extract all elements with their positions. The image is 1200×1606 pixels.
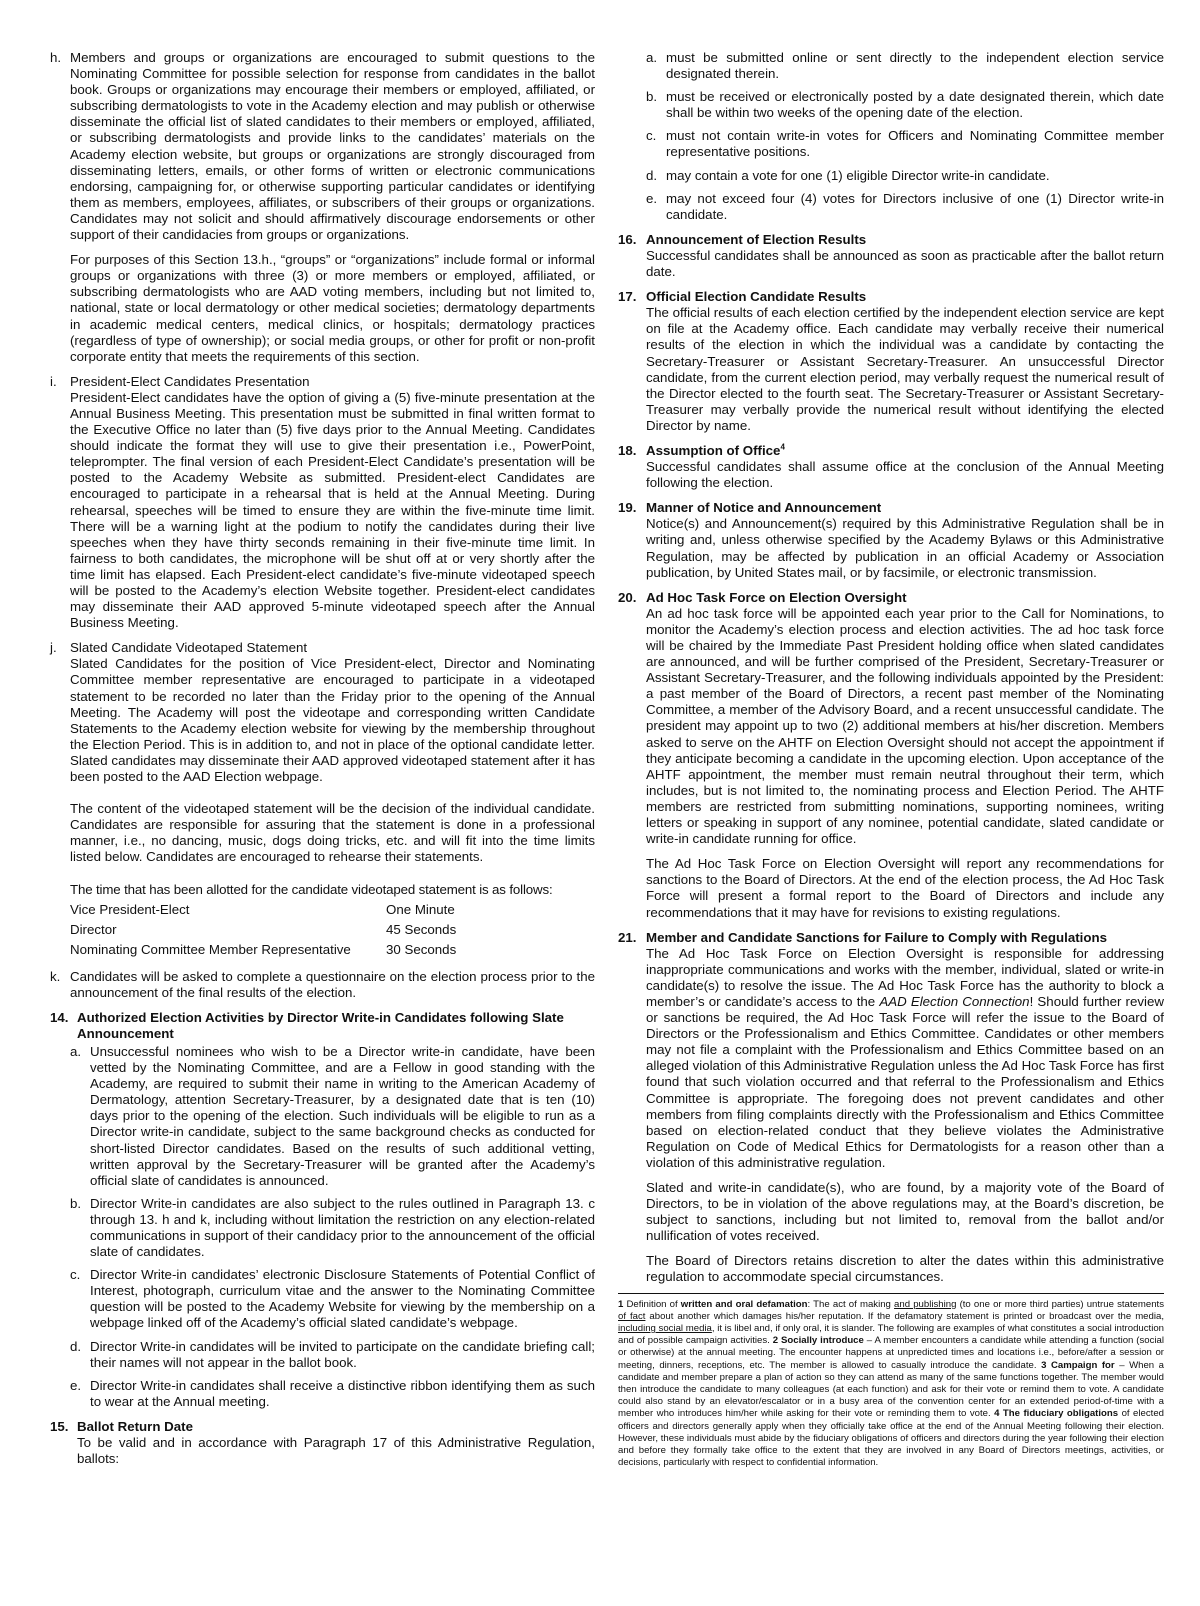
section-16 (618, 232, 1164, 280)
list-item-text: Director Write-in candidates’ electronic Disclosure Statements of Potential Conflict of Interest, photograph, curriculum vitae and the answer to the Nominating Committee question will be posted to the Academy Website for viewing by the membership on a webpage linked off of the Academy’s official slated candidate’s webpage. (90, 1267, 595, 1331)
list-item (70, 1196, 595, 1260)
list-item (70, 1044, 595, 1189)
item-13h-text: Members and groups or organizations are encouraged to submit questions to the Nominating Committee for possible selection for response from candidates in the ballot book. Groups or organizations may encourage their members or employed, affiliated, or subscribing dermatologists to vote in the Academy election and may publish or otherwise disseminate the official list of slated candidates to their members or employed, affiliated, or subscribing dermatologists and provide links to the candidates’ materials on the Academy election website, but groups or organizations are strongly discouraged from disseminating letters, emails, or other forms of written or electronic communications endorsing, campaigning for, or otherwise supporting particular candidates or identifying them as members, employees, affiliates, or subscribers of their groups or organizations. Candidates may not solicit and should affirmatively discourage endorsements or other support of their candidacies from groups or organizations. (70, 50, 595, 243)
item-marker: d. (70, 1338, 82, 1354)
item-marker: e. (646, 190, 658, 206)
section-21-text-b: ! Should further review or sanctions be required, the Ad Hoc Task Force will refer the issue to the Board of Directors or the Professionalism and Ethics Committee. Candidates or other members may not file a complaint with the Professionalism and Ethics Committee based on an alleged violation of this Administrative Regulation unless the Ad Hoc Task Force has first found that such violation occurred and that referral to the Professionalism and Ethics Committee is appropriate. The foregoing does not prevent candidates and other members from filing complaints directly with the Professionalism and Ethics Committee based on election-related conduct that they believe violates the Administrative Regulation on Code of Medical Ethics for Dermatologists for a reason other than a violation of this administrative regulation. (646, 993, 1164, 1170)
list-item (70, 1339, 595, 1371)
footnote-number: 1 (618, 1298, 624, 1310)
time-allotment-table (70, 900, 595, 960)
item-marker: a. (646, 50, 658, 65)
section-17-title: Official Election Candidate Results (646, 289, 867, 305)
footnote-text: Definition of (623, 1298, 681, 1310)
list-item (646, 50, 1164, 82)
footnote-divider (618, 1293, 1164, 1294)
footnote-text: : The act of making (807, 1298, 895, 1310)
section-number: 16. (618, 231, 637, 247)
list-item-text: Unsuccessful nominees who wish to be a Director write-in candidate, have been vetted by the Nominating Committee, and are a Fellow in good standing with the Academy, are required to submit their name in writing to the American Academy of Dermatology, attention Secretary-Treasurer, by a designated date that is ten (10) days prior to the opening of the election. Such individuals will be eligible to run as a Director write-in candidate, subject to the same background checks as conducted for short-listed Director candidates. Based on the results of such additional vetting, written approval by the Secretary-Treasurer will be granted after the Academy’s official slate of candidates is announced. (90, 1043, 595, 1188)
section-19-title: Manner of Notice and Announcement (646, 500, 882, 516)
item-marker: h. (50, 50, 62, 65)
section-number: 17. (618, 289, 637, 305)
section-21-sanctions: Slated and write-in candidate(s), who are found, by a majority vote of the Board of Directors, to be in violation of the above regulations may, at the Board’s discretion, be subject to sanctions, including but not limited to, removal from the ballot and/or nullification of votes received. (646, 1180, 1164, 1244)
section-17-text: The official results of each election certified by the independent election service are kept on file at the Academy office. Each candidate may verbally receive their numerical results of the election in which the individual was a candidate by contacting the Secretary-Treasurer or Assistant Secretary-Treasurer. An unsuccessful Director candidate, from the current election period, may verbally request the numerical result of the Director elected to the fourth seat. The Secretary-Treasurer or Assistant Secretary-Treasurer may verbally provide the numerical result without identifying the elected Director by name. (646, 305, 1164, 433)
item-13h (50, 50, 595, 365)
item-marker: c. (70, 1267, 81, 1283)
list-item-text: Director Write-in candidates will be invited to participate on the candidate briefing call; their names will not appear in the ballot book. (90, 1338, 595, 1370)
time-value: 30 Seconds (386, 941, 457, 957)
list-item (646, 168, 1164, 184)
item-13i-title: President-Elect Candidates Presentation (70, 373, 310, 389)
section-21-text (646, 946, 1164, 1171)
section-number: 18. (618, 442, 637, 458)
time-role: Nominating Committee Member Representative (70, 941, 351, 957)
list-item (646, 128, 1164, 160)
section-15 (50, 1419, 595, 1467)
item-13j-text: Slated Candidates for the position of Vice President-elect, Director and Nominating Committee member representative are encouraged to participate in a videotaped statement to be recorded no later than the Friday prior to the opening of the Annual Meeting. The Academy will post the videotape and corresponding written Candidate Statements to the Academy election website for viewing by the membership throughout the Election Period. This is in addition to, and not in place of the optional candidate letter. Slated candidates may disseminate their AAD approved videotaped statement after it has been posted to the AAD Election webpage. (70, 656, 595, 785)
item-marker: a. (70, 1043, 82, 1059)
item-marker: b. (646, 89, 658, 105)
footnote-ref: 4 (780, 442, 785, 452)
footnote-number: 4 (994, 1408, 1000, 1420)
section-18-title (646, 443, 1164, 459)
section-14-title: Authorized Election Activities by Director Write-in Candidates following Slate Announcement (77, 1009, 564, 1041)
item-13j-content: The content of the videotaped statement will be the decision of the individual candidate. Candidates are responsible for assuring that the statement is done in a professional manner, i.e., no dancing, music, dogs doing tricks, etc. and will fit into the time limits listed below. Candidates are encouraged to rehearse their statements. (70, 801, 595, 865)
ballot-requirements-list (646, 50, 1164, 223)
list-item (646, 191, 1164, 223)
footnote-text: (to one or more third parties) untrue statements (956, 1298, 1164, 1310)
footnote-term: written and oral defamation (680, 1298, 808, 1310)
footnote-text: – When a candidate and member prepare a plan of action so they can attend as many of the same functions together. The member would then introduce the candidate to many colleagues (at each function) and ask for their vote or remind them to vote. A candidate could also stand by an elevator/escalator or in a busy area of the convention center for an extended period-of-time with a member who introduces him/her while asking for their vote or reminding them to vote. (618, 1359, 1165, 1420)
section-number: 19. (618, 500, 637, 516)
footnote-term: Socially introduce (778, 1335, 864, 1347)
item-13k-text: Candidates will be asked to complete a questionnaire on the election process prior to the announcement of the final results of the election. (70, 968, 595, 1000)
time-row (70, 920, 595, 940)
list-item-text: must not contain write-in votes for Officers and Nominating Committee member representative positions. (666, 128, 1164, 160)
section-18-text: Successful candidates shall assume office at the conclusion of the Annual Meeting following the election. (646, 459, 1164, 491)
section-number: 21. (618, 929, 637, 945)
footnote-text: , it is libel and, if only oral, it is slander. The following are examples of what constitutes a social introduction and of possible campaign activities. (618, 1322, 1164, 1347)
footnote-underline: including social media (618, 1322, 712, 1334)
section-number: 14. (50, 1009, 69, 1025)
section-15-text: To be valid and in accordance with Paragraph 17 of this Administrative Regulation, ballots: (77, 1435, 595, 1467)
footnotes (618, 1299, 1164, 1470)
time-role: Director (70, 921, 117, 937)
section-17 (618, 289, 1164, 434)
footnote-number: 2 (772, 1335, 779, 1347)
left-column (50, 50, 595, 1476)
item-marker: j. (50, 640, 57, 656)
section-16-title: Announcement of Election Results (646, 231, 867, 247)
item-13j (50, 640, 595, 959)
section-21-text-a: The Ad Hoc Task Force on Election Oversight is responsible for addressing inappropriate communications and works with the member, individual, slated or write-in candidate(s) to resolve the issue. The Ad Hoc Task Force has the authority to block a member’s or candidate’s access to the (646, 945, 1164, 1009)
section-number: 20. (618, 589, 637, 605)
section-20-report: The Ad Hoc Task Force on Election Oversight will report any recommendations for sanctions to the Board of Directors. At the end of the election process, the Ad Hoc Task Force will present a formal report to the Board of Directors and include any recommendations that it may have for revisions to existing regulations. (646, 856, 1164, 920)
footnote-term: The fiduciary obligations (999, 1408, 1119, 1420)
aad-election-connection: AAD Election Connection (879, 993, 1030, 1009)
time-value: One Minute (386, 901, 455, 917)
footnote-number: 3 (1041, 1359, 1047, 1371)
list-item (646, 89, 1164, 121)
section-21 (618, 930, 1164, 1286)
footnote-text: of elected officers and directors generally apply when they officially take office at the end of the Annual Meeting following their election. However, these individuals must abide by the fiduciary obligations of officers and directors during the year following their election and before they formally take office to the extent that they are involved in any Board of Directors meetings, activities, or decisions, particularly with respect to confidential information. (618, 1408, 1164, 1469)
list-item-text: Director Write-in candidates are also subject to the rules outlined in Paragraph 13. c through 13. h and k, including without limitation the restriction on any election-related communications in support of their candidacy prior to the announcement of the official slate of candidates. (90, 1195, 595, 1260)
section-19 (618, 500, 1164, 580)
footnote-underline: and publishing (894, 1298, 957, 1310)
item-marker: b. (70, 1195, 82, 1211)
item-marker: d. (646, 167, 658, 183)
list-item (70, 1267, 595, 1331)
time-role: Vice President-Elect (70, 901, 190, 917)
list-item (70, 1378, 595, 1410)
time-allotment-intro: The time that has been allotted for the candidate videotaped statement is as follows: (70, 881, 553, 897)
item-13i-text: President-Elect candidates have the option of giving a (5) five-minute presentation at the Annual Business Meeting. This presentation must be submitted in final written format to the Executive Office no later than (5) five days prior to the Annual Meeting. Candidates should indicate the format they will use to give their presentation i.e., PowerPoint, teleprompter. The final version of each President-Elect Candidate’s presentation will be posted to the Academy Website as submitted. President-elect Candidates are encouraged to participate in a rehearsal that is held at the Annual Meeting. During rehearsal, speeches will be timed to ensure they are within the five-minute time limit. There will be a warning light at the podium to notify the candidates during their live speeches when they have thirty seconds remaining in their five-minute time limit. In fairness to both candidates, the microphone will be shut off at or very shortly after the time limit has elapsed. Each President-elect candidate’s five-minute videotaped speech will be posted to the Academy’s election Website together. President-elect candidates may disseminate their AAD approved 5-minute videotaped speech after the Annual Business Meeting. (70, 389, 595, 631)
time-row (70, 900, 595, 920)
item-13k (50, 969, 595, 1001)
footnote-text: about another which damages his/her reputation. If the defamatory statement is printed or broadcast over the media, (645, 1310, 1164, 1322)
list-item-text: may not exceed four (4) votes for Directors inclusive of one (1) Director write-in candidate. (666, 190, 1164, 222)
section-21-title: Member and Candidate Sanctions for Failure to Comply with Regulations (646, 929, 1108, 945)
time-row (70, 940, 595, 960)
section-14 (50, 1010, 595, 1042)
time-value: 45 Seconds (386, 921, 457, 937)
section-14-list (70, 1044, 595, 1410)
section-20 (618, 590, 1164, 921)
section-15-title: Ballot Return Date (77, 1418, 193, 1434)
item-marker: e. (70, 1377, 82, 1393)
section-20-text: An ad hoc task force will be appointed each year prior to the Call for Nominations, to monitor the Academy’s election process and election activities. The ad hoc task force will be chaired by the Immediate Past President holding office when slated candidates are announced, and will be further comprised of the President, Secretary-Treasurer or Assistant Secretary-Treasurer, and the following individuals appointed by the President: a past member of the Board of Directors, a recent past member of the Nominating Committee, a member of the Advisory Board, and a recent unsuccessful candidate. The president may appoint up to two (2) additional members at his/her discretion. Members asked to serve on the AHTF on Election Oversight should not accept the appointment if they anticipate becoming a candidate in the upcoming election. Upon acceptance of the AHTF appointment, the member must remain neutral throughout their term, which includes, but is not limited to, the nominating process and Election Period. The AHTF members are restricted from submitting nominations, supporting nominees, writing letters or speaking in support of any nominee, potential candidate, slated candidate or write-in candidate running for office. (646, 605, 1164, 847)
section-21-discretion: The Board of Directors retains discretion to alter the dates within this administrative regulation to accommodate special circumstances. (646, 1253, 1164, 1285)
section-number: 15. (50, 1418, 69, 1434)
footnote-text: – A member encounters a candidate while attending a function (social or otherwise) at the annual meeting. The encounter happens at unpredicted times and locations i.e., before/after a session or meeting, dinners, receptions, etc. The member is allowed to casually introduce the candidate. (618, 1335, 1164, 1371)
item-13h-definition: For purposes of this Section 13.h., “groups” or “organizations” include formal or informal groups or organizations with three (3) or more members or employed, affiliated, or subscribing dermatologists who are AAD voting members, including but not limited to, national, state or local dermatology or other medical societies; dermatology departments in academic medical centers, medical clinics, or hospitals; dermatology practices (regardless of type of ownership); or social media groups, or other for profit or non-profit corporate entity that meets the requirements of this section. (70, 252, 595, 364)
item-13i (50, 374, 595, 632)
footnote-underline: of fact (618, 1310, 646, 1322)
item-marker: k. (50, 968, 61, 984)
section-20-title: Ad Hoc Task Force on Election Oversight (646, 589, 907, 605)
list-item-text: Director Write-in candidates shall receive a distinctive ribbon identifying them as such to wear at the Annual meeting. (90, 1377, 595, 1409)
list-item-text: must be received or electronically posted by a date designated therein, which date shall be within two weeks of the opening date of the election. (666, 89, 1164, 121)
item-marker: i. (50, 373, 57, 389)
right-column (618, 50, 1164, 1469)
section-18 (618, 443, 1164, 491)
item-marker: c. (646, 128, 657, 144)
footnote-term: Campaign for (1046, 1359, 1115, 1371)
list-item-text: may contain a vote for one (1) eligible Director write-in candidate. (666, 167, 1050, 183)
section-18-title-text: Assumption of Office (646, 442, 781, 458)
item-13j-title: Slated Candidate Videotaped Statement (70, 640, 308, 656)
section-19-text: Notice(s) and Announcement(s) required by this Administrative Regulation shall be in writing and, unless otherwise specified by the Academy Bylaws or this Administrative Regulation, may be affected by publication in an official Academy or Association publication, by United States mail, or by facsimile, or electronic transmission. (646, 516, 1164, 580)
section-16-text: Successful candidates shall be announced as soon as practicable after the ballot return date. (646, 247, 1164, 280)
list-item-text: must be submitted online or sent directly to the independent election service designated therein. (666, 50, 1164, 82)
